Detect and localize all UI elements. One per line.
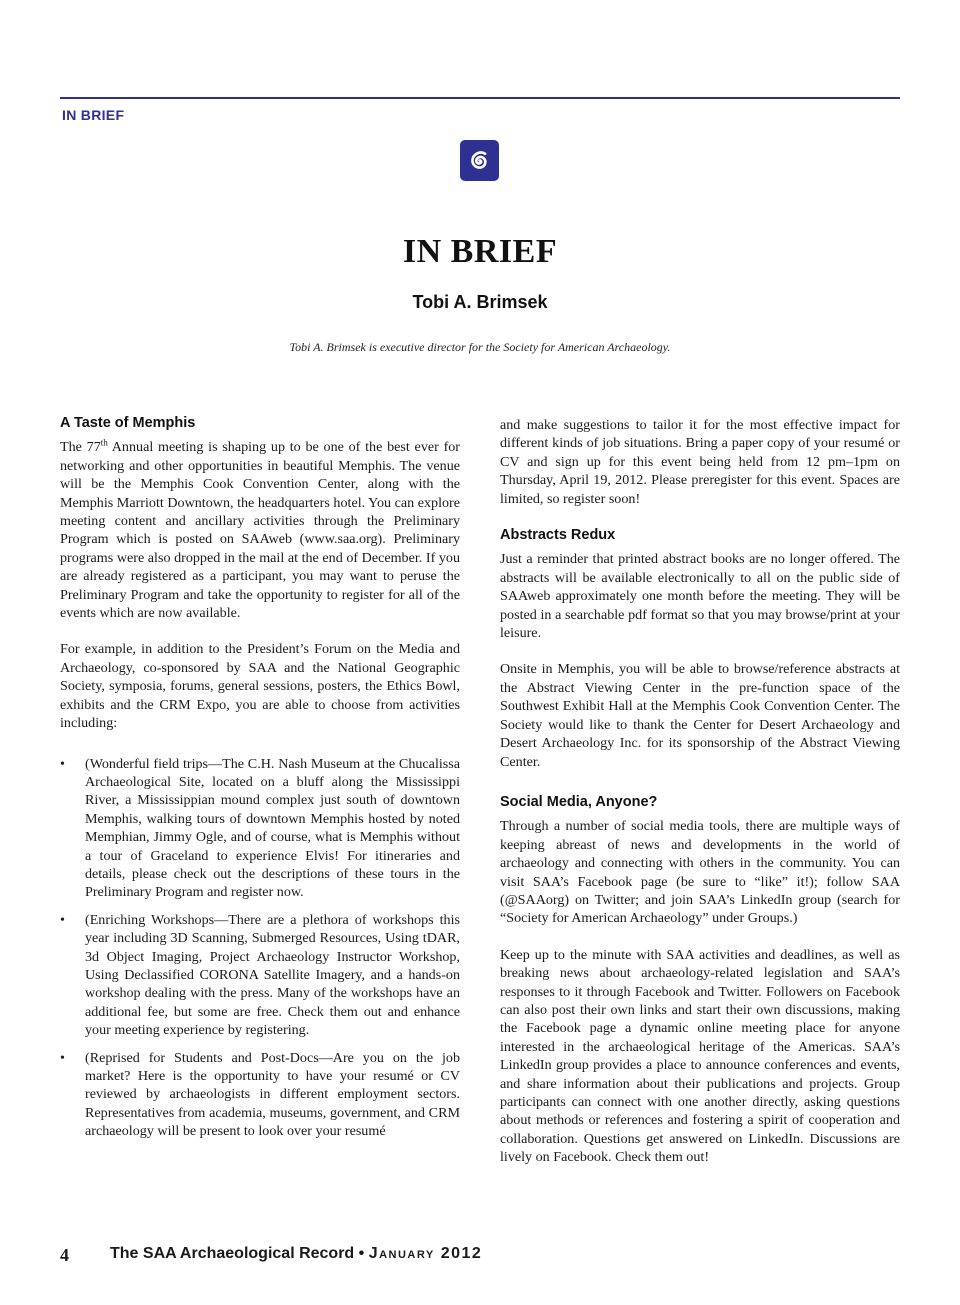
footer-separator: • xyxy=(354,1245,369,1262)
right-column xyxy=(500,416,900,1167)
author-bio: Tobi A. Brimsek is executive director for the Society for American Archaeology. xyxy=(289,340,671,354)
paragraph-resume-continuation: and make suggestions to tailor it for the most effective impact for different kinds of job situations. Bring a paper copy of your resumé or CV and sign up for this event being held from 12 pm–1pm on Thursday, April 19, 2012. Please preregister for this event. Spaces are limited, so register soon! xyxy=(500,417,900,507)
page-number: 4 xyxy=(60,1245,69,1265)
section-tag: IN BRIEF xyxy=(62,107,125,123)
bullet-mark: • xyxy=(60,1049,65,1066)
section-heading-social-media: Social Media, Anyone? xyxy=(500,793,658,810)
journal-footer xyxy=(110,1245,482,1263)
paragraph-social-tools: Through a number of social media tools, there are multiple ways of keeping abreast of news and developments in the world of archaeology and connecting with others in the community. You can visit SAA’s Facebook page (be sure to “like” it!); follow SAA (@SAAorg) on Twitter; and join SAA’s LinkedIn group (search for “Society for American Archaeology” under Groups.) xyxy=(500,818,900,927)
bullet-mark: • xyxy=(60,911,65,928)
section-heading-taste-of-memphis: A Taste of Memphis xyxy=(60,415,196,431)
paragraph-abstract-viewing-center: Onsite in Memphis, you will be able to browse/reference abstracts at the Abstract Viewing Center in the pre-function space of the Southwest Exhibit Hall at the Memphis Cook Convention Center. The Society would like to thank the Center for Desert Archaeology and Desert Archaeology Inc. for its sponsorship of the Abstract Viewing Center. xyxy=(500,661,900,770)
issue-date: January 2012 xyxy=(368,1245,483,1262)
paragraph-annual-meeting: The 77th Annual meeting is shaping up to be one of the best ever for networking and other opportunities in beautiful Memphis. The venue will be the Memphis Cook Convention Center, along with the Memphis Marriott Downtown, the headquarters hotel. You can explore meeting content and ancillary activities through the Preliminary Program which is posted on SAAweb (www.saa.org). Preliminary programs were also dropped in the mail at the end of December. If you are already registered as a participant, you may want to peruse the Preliminary Program and take the opportunity to register for all of the events which are now available. xyxy=(60,437,460,622)
paragraph-abstracts-online: Just a reminder that printed abstract books are no longer offered. The abstracts will be available electronically to all on the public side of SAAweb approximately one month before the meeting. They will be posted in a searchable pdf format so that you may browse/print at your leisure. xyxy=(500,551,900,642)
spiral-logo-icon xyxy=(459,139,500,182)
top-rule xyxy=(60,97,900,99)
paragraph-activities-intro: For example, in addition to the President’s Forum on the Media and Archaeology, co-sponsored by SAA and the National Geographic Society, symposia, forums, general sessions, posters, the Ethics Bowl, exhibits and the CRM Expo, you are able to choose from activities including: xyxy=(60,641,460,732)
list-item-field-trips: • (Wonderful field trips—The C.H. Nash Museum at the Chucalissa Archaeological Site, located on a bluff along the Mississippi River, a Mississippian mound complex just south of downtown Memphis, walking tours of downtown Memphis hosted by noted Memphian, Jimmy Ogle, and of course, what is Memphis without a tour of Graceland to experience Elvis! For itineraries and details, please check out the descriptions of these tours in the Preliminary Program and register now. xyxy=(60,755,460,901)
bullet-mark: • xyxy=(60,755,65,772)
section-heading-abstracts-redux: Abstracts Redux xyxy=(500,527,616,544)
activities-list xyxy=(60,755,460,1141)
list-item-workshops: • (Enriching Workshops—There are a plethora of workshops this year including 3D Scanning, Submerged Resources, Using tDAR, 3d Object Imaging, Project Archaeology Instructor Workshop, Using Declassified CORONA Satellite Imagery, and a hands-on workshop dealing with the press. Many of the workshops have an additional fee, but some are free. Check them out and enhance your meeting experience by registering. xyxy=(60,911,460,1039)
article-title: IN BRIEF xyxy=(402,233,558,270)
paragraph-social-updates: Keep up to the minute with SAA activities and deadlines, as well as breaking news about archaeology-related legislation and SAA’s responses to it through Facebook and Twitter. Followers on Facebook can also post their own links and start their own discussions, making the Facebook page a dynamic online meeting place for anyone interested in the archaeological heritage of the Americas. SAA’s LinkedIn group provides a place to announce conferences and events, and share information about their publications and projects. Group participants can connect with one another directly, asking questions about methods or references and fostering a spirit of cooperation and collaboration. Questions get answered on LinkedIn. Discussions are lively on Facebook. Check them out! xyxy=(500,946,900,1166)
list-item-students-postdocs: • (Reprised for Students and Post-Docs—Are you on the job market? Here is the opportunity to have your resumé or CV reviewed by archaeologists in different employment sectors. Representatives from academia, museums, government, and CRM archaeology will be present to look over your resumé xyxy=(60,1049,460,1140)
left-column xyxy=(60,414,460,1150)
article-author: Tobi A. Brimsek xyxy=(412,292,548,312)
journal-name: The SAA Archaeological Record xyxy=(110,1245,355,1262)
